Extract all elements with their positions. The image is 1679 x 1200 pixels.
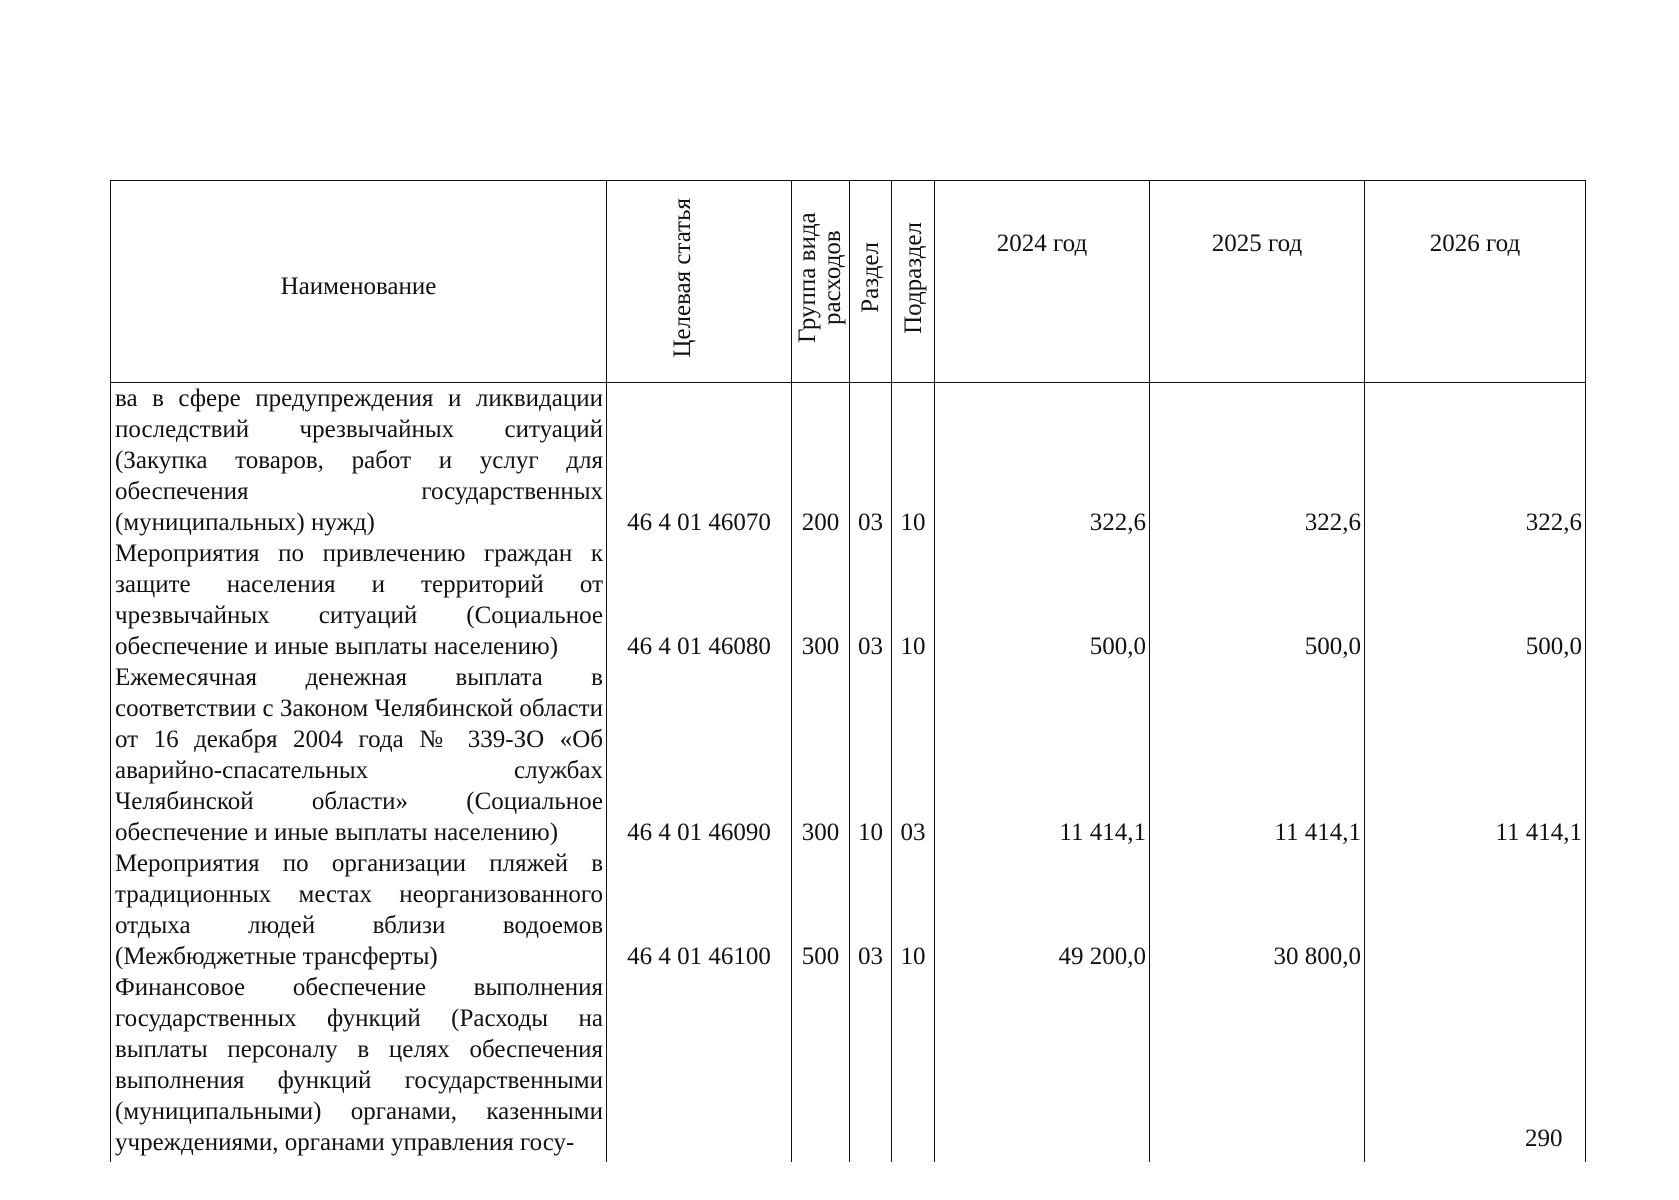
row-name: ва в сфере предупреждения и ликвидации последствий чрезвычайных ситуаций (Закупка товаров, работ и услуг для обеспечения государственных (муниципальных) нужд) bbox=[111, 383, 607, 539]
header-subsection bbox=[892, 181, 935, 383]
header-year-2025 bbox=[1150, 181, 1365, 383]
budget-table bbox=[110, 180, 1586, 1162]
header-section bbox=[850, 181, 892, 383]
row-article: 46 4 01 46080 bbox=[607, 538, 792, 662]
row-name: Мероприятия по привлечению граждан к защите населения и территорий от чрезвычайных ситуаций (Социальное обеспечение и иные выплаты населению) bbox=[111, 538, 607, 662]
table-body bbox=[111, 383, 1586, 1163]
budget-table-container bbox=[110, 180, 1585, 1162]
row-amount-2025: 11 414,1 bbox=[1150, 662, 1365, 848]
header-article bbox=[607, 181, 792, 383]
row-name: Ежемесячная денежная выплата в соответствии с Законом Челябинской области от 16 декабря 2004 года № 339-ЗО «Об аварийно-спасательных службах Челябинской области» (Социальное обеспечение и иные выплаты населению) bbox=[111, 662, 607, 848]
header-subsection-label: Подраздел bbox=[899, 221, 927, 334]
header-year-2024 bbox=[935, 181, 1150, 383]
row-amount-2024 bbox=[935, 972, 1150, 1162]
row-section: 03 bbox=[850, 848, 892, 972]
row-article: 46 4 01 46090 bbox=[607, 662, 792, 848]
row-group: 300 bbox=[792, 662, 850, 848]
page-number: 290 bbox=[1525, 1125, 1563, 1152]
table-row bbox=[111, 662, 1586, 848]
row-subsection: 10 bbox=[892, 383, 935, 539]
row-amount-2024: 49 200,0 bbox=[935, 848, 1150, 972]
row-amount-2026: 500,0 bbox=[1365, 538, 1586, 662]
table-row bbox=[111, 848, 1586, 972]
row-group bbox=[792, 972, 850, 1162]
row-subsection bbox=[892, 972, 935, 1162]
row-name: Финансовое обеспечение выполнения государственных функций (Расходы на выплаты персоналу в целях обеспечения выполнения функций государственными (муниципальными) органами, казенными учреждениями, органами управления госу- bbox=[111, 972, 607, 1162]
row-section bbox=[850, 972, 892, 1162]
row-article: 46 4 01 46070 bbox=[607, 383, 792, 539]
header-year-2026 bbox=[1365, 181, 1586, 383]
row-amount-2026: 322,6 bbox=[1365, 383, 1586, 539]
row-subsection: 10 bbox=[892, 848, 935, 972]
row-amount-2025 bbox=[1150, 972, 1365, 1162]
table-row bbox=[111, 383, 1586, 539]
row-amount-2025: 30 800,0 bbox=[1150, 848, 1365, 972]
row-amount-2026 bbox=[1365, 848, 1586, 972]
header-name-label: Наименование bbox=[280, 273, 437, 300]
row-name: Мероприятия по организации пляжей в традиционных местах неорганизованного отдыха людей вблизи водоемов (Межбюджетные трансферты) bbox=[111, 848, 607, 972]
row-amount-2025: 500,0 bbox=[1150, 538, 1365, 662]
header-group bbox=[792, 181, 850, 383]
header-row bbox=[111, 181, 1586, 383]
row-group: 300 bbox=[792, 538, 850, 662]
row-amount-2026: 11 414,1 bbox=[1365, 662, 1586, 848]
row-amount-2024: 500,0 bbox=[935, 538, 1150, 662]
header-year-2025-label: 2025 год bbox=[1211, 230, 1303, 257]
row-section: 03 bbox=[850, 383, 892, 539]
row-amount-2025: 322,6 bbox=[1150, 383, 1365, 539]
row-article: 46 4 01 46100 bbox=[607, 848, 792, 972]
row-section: 10 bbox=[850, 662, 892, 848]
row-subsection: 03 bbox=[892, 662, 935, 848]
row-section: 03 bbox=[850, 538, 892, 662]
table-header bbox=[111, 181, 1586, 383]
header-group-label: Группа вида расходов bbox=[793, 212, 846, 343]
row-group: 500 bbox=[792, 848, 850, 972]
row-article bbox=[607, 972, 792, 1162]
header-year-2024-label: 2024 год bbox=[996, 230, 1088, 257]
header-section-label: Раздел bbox=[857, 242, 884, 313]
header-name bbox=[111, 181, 607, 383]
row-group: 200 bbox=[792, 383, 850, 539]
row-subsection: 10 bbox=[892, 538, 935, 662]
table-row bbox=[111, 538, 1586, 662]
header-article-label: Целевая статья bbox=[669, 197, 696, 358]
table-row bbox=[111, 972, 1586, 1162]
row-amount-2024: 322,6 bbox=[935, 383, 1150, 539]
header-year-2026-label: 2026 год bbox=[1429, 230, 1521, 257]
row-amount-2024: 11 414,1 bbox=[935, 662, 1150, 848]
